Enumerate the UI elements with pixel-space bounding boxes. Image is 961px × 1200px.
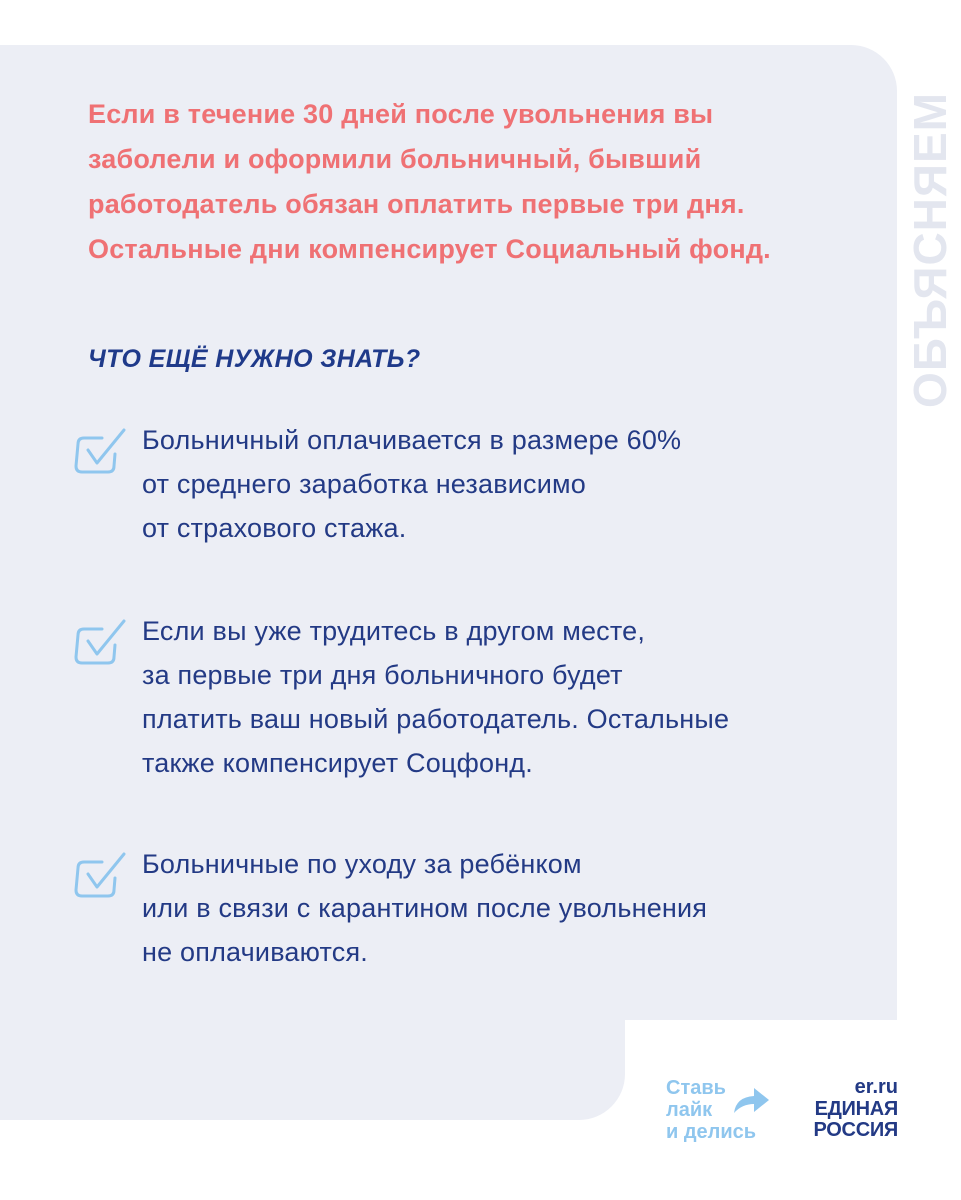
list-item-line: не оплачиваются. [142, 937, 368, 967]
brand-url[interactable]: er.ru [854, 1076, 898, 1098]
section-heading: ЧТО ЕЩЁ НУЖНО ЗНАТЬ? [88, 345, 421, 373]
share-line: и делись [666, 1121, 757, 1143]
lead-line: заболели и оформили больничный, бывший [88, 144, 702, 174]
share-line: лайк [666, 1099, 713, 1121]
list-item-line: также компенсирует Соцфонд. [142, 748, 533, 778]
list-item-line: платить ваш новый работодатель. Остальные [142, 704, 730, 734]
lead-line: Если в течение 30 дней после увольнения вы [88, 99, 714, 129]
list-item-text [142, 418, 681, 550]
list-item-line: или в связи с карантином после увольнения [142, 893, 708, 923]
list-item-line: Больничный оплачивается в размере 60% [142, 425, 682, 455]
list-item-line: от страхового стажа. [142, 513, 407, 543]
check-box-icon [72, 426, 128, 476]
list-item-text [142, 609, 729, 785]
side-label [905, 60, 955, 440]
list-item [72, 842, 852, 974]
brand-name-line: ЕДИНАЯ [814, 1098, 898, 1120]
lead-paragraph [88, 92, 878, 272]
check-box-icon [72, 850, 128, 900]
list-item-line: Если вы уже трудитесь в другом месте, [142, 616, 646, 646]
brand-name-line: РОССИЯ [813, 1119, 898, 1141]
list-item-text [142, 842, 707, 974]
content-card-tail [0, 1000, 625, 1120]
brand-logo [800, 1099, 898, 1141]
check-box-icon [72, 617, 128, 667]
lead-line: работодатель обязан оплатить первые три дня. [88, 189, 745, 219]
list-item-line: от среднего заработка независимо [142, 469, 587, 499]
share-line: Ставь [666, 1077, 726, 1099]
list-item [72, 609, 852, 785]
side-label-text: ОБЪЯСНЯЕМ [904, 92, 956, 408]
share-arrow-icon[interactable] [730, 1083, 772, 1117]
list-item-line: Больничные по уходу за ребёнком [142, 849, 582, 879]
lead-line: Остальные дни компенсирует Социальный фонд. [88, 234, 771, 264]
list-item [72, 418, 852, 550]
list-item-line: за первые три дня больничного будет [142, 660, 623, 690]
